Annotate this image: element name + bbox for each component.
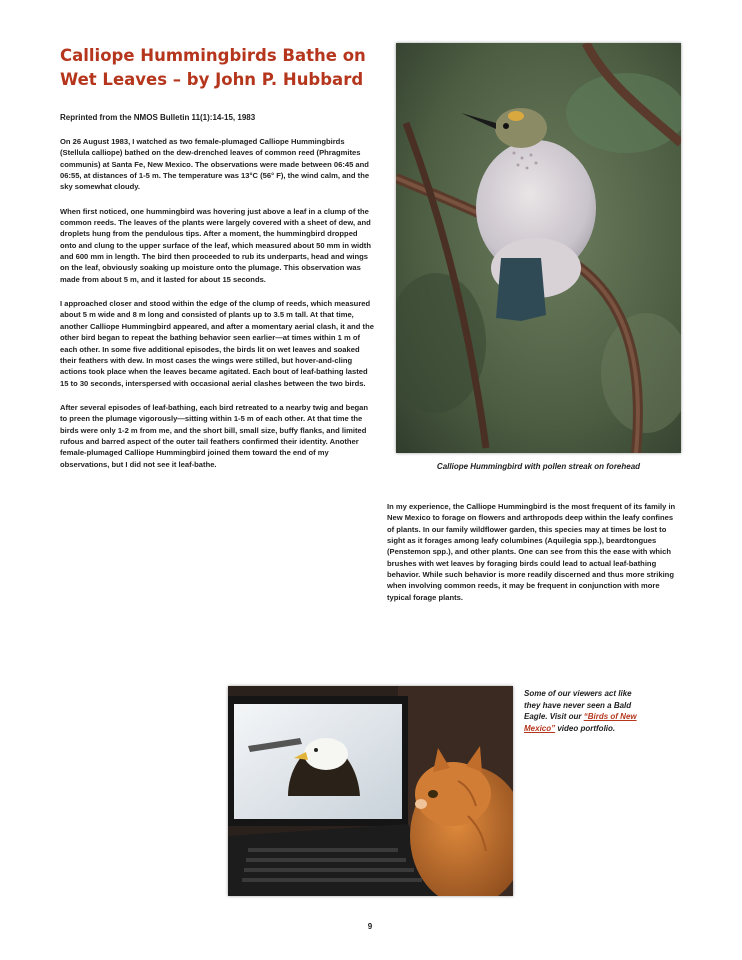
hummingbird-photo: [396, 43, 681, 453]
cat-photo-caption: [524, 688, 642, 734]
right-column: [387, 501, 682, 616]
article-title: Calliope Hummingbirds Bathe on Wet Leaves – by John P. Hubbard: [60, 46, 366, 89]
article-paragraph: In my experience, the Calliope Hummingbird is the most frequent of its family in New Mexico to forage on flowers and arthropods deep within the leafy confines of plants. In our family wildflower garden, this species may at times be lost to sight as it forages among leafy columbines (Aquilegia spp.), beardtongues (Penstemon spp.), and other plants. One can see from this the ease with which brushes with wet leaves by foraging birds could lead to actual leaf-bathing behavior. While such behavior is more readily discerned and thus more striking when involving common reeds, it may be frequent in conjunction with more typical forage plants.: [387, 502, 676, 602]
hummingbird-caption: Calliope Hummingbird with pollen streak on forehead: [436, 462, 641, 471]
hummingbird-illustration: [396, 43, 681, 453]
article-paragraph: When first noticed, one hummingbird was hovering just above a leaf in a clump of the common reeds. The leaves of the plants were largely covered with a sheet of dew, and droplets hung from the pendulous tips. After a moment, the hummingbird dropped onto and clung to the upper surface of the leaf, which measured about 50 mm in width and 600 mm in length. The bird then proceeded to rub its underparts, head and wings on the leaf, obviously soaking up moisture onto the plumage. This observation was made from about 5 m, and it lasted for about 15 seconds.: [60, 206, 371, 284]
left-column: [60, 136, 376, 483]
cat-caption-text: Some of our viewers act like they have never seen a Bald Eagle. Visit our: [524, 689, 632, 721]
article-paragraph: On 26 August 1983, I watched as two female-plumaged Calliope Hummingbirds (Stellula calliope) bathed on the dew-drenched leaves of common reed (Phragmites communis) at Santa Fe, New Mexico. The observations were made between 06:45 and 06:55, at distances of 1-5 m. The temperature was 13°C (56° F), the wind calm, and the sky somewhat cloudy.: [60, 137, 370, 192]
article-paragraph: After several episodes of leaf-bathing, each bird retreated to a nearby twig and began to preen the plumage vigorously—sitting within 1-5 m of each other. At that time the birds were only 1-2 m from me, and the short bill, small size, buffy flanks, and limited rufous and barred aspect of the outer tail feathers confirmed their identity. Another female-plumaged Calliope Hummingbird joined them toward the end of my observations, but I did not see it leaf-bathe.: [60, 402, 369, 469]
birds-of-new-mexico-link[interactable]: “Birds of New Mexico”: [524, 712, 637, 733]
reprint-note: Reprinted from the NMOS Bulletin 11(1):14-15, 1983: [60, 113, 256, 122]
cat-watching-eagle-photo: [228, 686, 513, 896]
cat-caption-text: video portfolio.: [555, 723, 616, 733]
page-number: 9: [367, 922, 373, 931]
article-paragraph: I approached closer and stood within the edge of the clump of reeds, which measured about 5 m wide and 8 m long and consisted of plants up to 3.5 m tall. At that time, another Calliope Hummingbird appeared, and after a momentary aerial clash, it and the other bird began to repeat the bathing behavior seen earlier—at times within 1 m of each other. In some five additional episodes, the birds lit on wet leaves and soaked their feathers with dew. In most cases the wings were stilled, but hover-and-cling actions took place when the leaves became agitated. Each bout of leaf-bathing lasted 15 to 30 seconds, interspersed with occasional aerial clashes between the two birds.: [60, 299, 374, 388]
cat-laptop-illustration: [228, 686, 513, 896]
